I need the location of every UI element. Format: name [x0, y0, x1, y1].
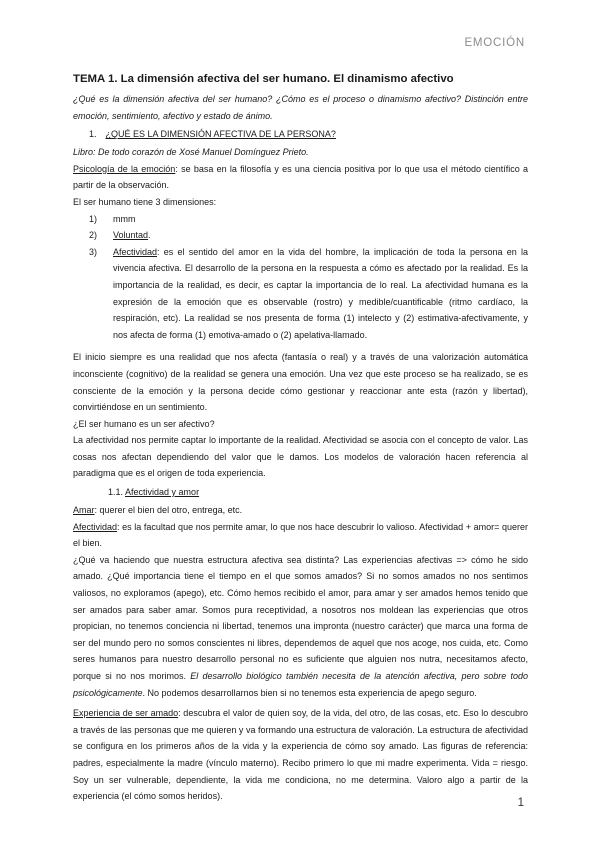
section-heading-1	[73, 124, 528, 144]
paragraph-experiencia: Experiencia de ser amado: descubra el valor de quien soy, de la vida, del otro, de las cosas, etc. Eso lo descubro a través de las personas que me quieren y va formando una estructura de valoración. La estructura de afectividad se configura en los primeros años de la vida y la experiencia de cómo soy amado. Las figuras de referencia: padres, especialmente la madre (vínculo materno). Recibo primero lo que mi madre experimenta. Vida = riesgo. Soy un ser vulnerable, dependiente, la vida me condiciona, no me determina. Valoro algo a partir de la experiencia (el cómo somos heridos).	[73, 708, 529, 802]
document-body	[73, 71, 528, 805]
afectividad-definition: Afectividad: es la facultad que nos permite amar, lo que nos hace descubrir lo valioso. Afectividad + amor= querer el bien.	[73, 521, 528, 549]
amar-definition: Amar: querer el bien del otro, entrega, etc.	[73, 505, 243, 516]
paragraph-afectividad: La afectividad nos permite captar lo importante de la realidad. Afectividad se asocia con el concepto de valor. Las cosas nos afectan dependiendo del valor que le damos. Los modelos de valoración hacen referencia al paradigma que es el origen de toda experiencia.	[73, 435, 528, 479]
page-number: 1	[517, 797, 524, 809]
page-header: EMOCIÓN	[464, 37, 525, 49]
list-number: 1)	[89, 213, 98, 224]
section-title: ¿QUÉ ES LA DIMENSIÓN AFECTIVA DE LA PERSONA?	[105, 129, 336, 140]
paragraph-structure: ¿Qué va haciendo que nuestra estructura afectiva sea distinta? Las experiencias afectivas => cómo he sido amado. ¿Qué importancia tiene el tiempo en el que somos amados? Si no somos amados no nos sentimos valiosos, no exploramos (apego), etc. Cómo hemos recibido el amor, para amar y ser amados hemos tenido que ser amados para saber amar. Somos pura receptividad, a nosotros nos moldean las experiencias que otros propician, no tenemos conciencia ni libertad, tenemos una impronta (nuestro carácter) que marca una forma de ser del mundo pero no somos conscientes ni libres, dependemos de aquel que nos acoge, nos cuida, etc. Como seres humanos para nuestro desarrollo personal no es suficiente que alguien nos nutra, necesitamos afecto, porque si no nos morimos. El desarrollo biológico también necesita de la atención afectiva, pero sobre todo psicológicamente. No podemos desarrollarnos bien si no tenemos esta experiencia de apego seguro.	[73, 554, 528, 698]
paragraph-origin: El inicio siempre es una realidad que nos afecta (fantasía o real) y a través de una valorización automática inconsciente (cognitivo) de la realidad se genera una emoción. Una vez que este proceso se ha realizado, se es consciente de la emoción y la persona decide cómo gestionar y reaccionar ante esta (razón y libertad), convirtiéndose en un sentimiento.	[73, 352, 528, 413]
list-number: 3)	[89, 246, 98, 257]
list-item	[73, 211, 528, 228]
subsection-number: 1.1.	[108, 487, 124, 498]
book-reference: Libro: De todo corazón de Xosé Manuel Domínguez Prieto.	[73, 147, 309, 158]
list-text: mmm	[113, 213, 136, 224]
psychology-text: : se basa en la filosofía y es una ciencia positiva por lo que usa el método científico a partir de la observación.	[73, 163, 528, 191]
subsection-heading	[73, 482, 528, 502]
document-title: TEMA 1. La dimensión afectiva del ser humano. El dinamismo afectivo	[73, 73, 454, 85]
subsection-title: Afectividad y amor	[125, 487, 200, 498]
question-line: ¿El ser humano es un ser afectivo?	[73, 418, 215, 429]
dimensions-intro: El ser humano tiene 3 dimensiones:	[73, 196, 217, 207]
dimensions-list	[73, 211, 528, 344]
list-item	[73, 244, 528, 344]
list-text: Voluntad.	[113, 230, 151, 241]
list-number: 2)	[89, 230, 98, 241]
section-number: 1.	[89, 129, 97, 140]
psychology-term: Psicología de la emoción	[73, 163, 176, 174]
psychology-definition	[73, 161, 528, 194]
list-item	[73, 227, 528, 244]
list-text: Afectividad: es el sentido del amor en la vida del hombre, la implicación de toda la persona en la vivencia afectiva. El desarrollo de la persona en la respuesta a cómo es afectado por la realidad. Es la importancia de la realidad, es decir, es captar la importancia de lo real. La afectividad humana es la expresión de la emoción que es observable (rostro) y medible/cuantificable (ritmo cardíaco, la respiración, etc). La realidad se nos presenta de forma (1) intelecto y (2) estimativa-afectivamente, y nos afecta de forma (1) emotiva-amado o (2) apelativa-llamado.	[113, 246, 528, 340]
intro-questions: ¿Qué es la dimensión afectiva del ser humano? ¿Cómo es el proceso o dinamismo afectivo? Distinción entre emoción, sentimiento, afectivo y estado de ánimo.	[73, 94, 528, 121]
